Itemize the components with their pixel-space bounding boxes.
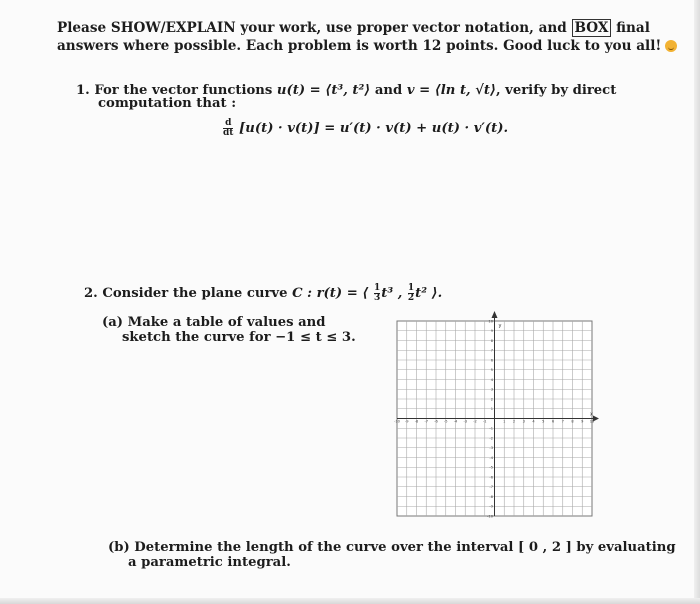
fraction-one-half	[408, 284, 414, 303]
y-tick-label: 3	[490, 387, 493, 392]
x-tick-label: -5	[443, 419, 448, 424]
y-tick-label: -6	[489, 475, 493, 480]
x-tick-label: -6	[434, 419, 438, 424]
equation-text: [u(t) · v(t)] = u′(t) · v(t) + u(t) · v′(t).	[239, 121, 509, 136]
problem-2-statement	[84, 284, 442, 303]
problem-text: , verify by direct	[496, 83, 617, 98]
x-tick-label: 4	[532, 419, 535, 424]
fraction-numerator: 1	[373, 283, 381, 293]
y-tick-label: 4	[490, 377, 493, 382]
page-edge-shadow	[694, 0, 700, 604]
y-tick-label: -2	[489, 436, 493, 441]
x-tick-label: 8	[571, 419, 574, 424]
instructions-text: Please SHOW/EXPLAIN your work, use proper vector notation, and	[57, 20, 567, 36]
x-tick-label: 9	[581, 419, 584, 424]
fraction-denominator: 2	[407, 293, 415, 303]
fraction-numerator: d	[223, 119, 233, 129]
y-tick-label: 9	[490, 329, 493, 334]
y-tick-label: 1	[490, 407, 493, 412]
x-tick-label: 3	[522, 419, 525, 424]
smiley-icon	[665, 40, 677, 52]
x-tick-label: -2	[473, 419, 477, 424]
instructions-line-2	[57, 38, 677, 54]
part-a-line-2	[122, 330, 356, 346]
y-tick-label: -4	[489, 455, 493, 460]
problem-number: 1.	[76, 83, 90, 98]
y-tick-label: -7	[489, 485, 493, 490]
x-tick-label: -4	[453, 419, 458, 424]
x-tick-label: -9	[404, 419, 409, 424]
x-tick-label: 1	[503, 419, 506, 424]
x-tick-label: 2	[512, 419, 516, 424]
problem-text: Consider the plane curve	[102, 286, 288, 301]
y-axis-arrow	[492, 311, 498, 318]
y-tick-label: 7	[490, 348, 493, 353]
y-tick-label: -8	[489, 494, 493, 499]
problem-text: For the vector functions	[94, 83, 273, 98]
derivative-fraction	[223, 119, 233, 138]
y-tick-label: 5	[490, 368, 493, 373]
x-tick-label: 7	[561, 419, 564, 424]
coordinate-grid[interactable]	[392, 308, 602, 518]
problem-text: computation that :	[98, 96, 237, 111]
u-definition: u(t) = ⟨t³, t²⟩	[276, 83, 371, 98]
part-b-line-1	[108, 540, 676, 556]
fraction-one-third	[374, 284, 380, 303]
y-axis-label: y	[498, 323, 502, 329]
problem-text: (b) Determine the length of the curve over the interval [ 0 , 2 ] by evaluating	[108, 540, 676, 555]
y-tick-label: -3	[489, 446, 493, 451]
x-tick-label: -7	[424, 419, 429, 424]
problem-1-equation	[222, 119, 508, 138]
box-word: BOX	[572, 19, 612, 37]
x-tick-label: -10	[394, 419, 400, 424]
y-tick-label: -9	[489, 504, 493, 509]
x-tick-label: -3	[463, 419, 468, 424]
x-tick-label: 5	[542, 419, 545, 424]
problem-1-line-2	[98, 96, 236, 112]
problem-text: a parametric integral.	[128, 555, 291, 570]
y-tick-label: 10	[488, 319, 493, 324]
curve-term: t² ⟩.	[415, 286, 443, 301]
y-tick-label: -5	[489, 465, 493, 470]
x-tick-label: -1	[482, 419, 487, 424]
x-tick-label: 10	[589, 419, 595, 424]
problem-text: sketch the curve for −1 ≤ t ≤ 3.	[122, 330, 356, 345]
x-tick-label: 6	[551, 419, 555, 424]
problem-number: 2.	[84, 286, 98, 301]
fraction-denominator: dt	[223, 128, 234, 138]
problem-text: and	[374, 83, 403, 98]
fraction-numerator: 1	[407, 283, 415, 293]
curve-definition: C : r(t) = ⟨	[292, 286, 369, 301]
instructions-text: final	[616, 20, 650, 36]
y-tick-label: 2	[490, 397, 493, 402]
instructions-text: answers where possible. Each problem is worth 12 points. Good luck to you all!	[57, 38, 662, 54]
x-tick-label: -8	[414, 419, 419, 424]
page-edge-shadow	[0, 598, 700, 604]
curve-term: t³ ,	[381, 286, 403, 301]
y-tick-label: 8	[490, 338, 493, 343]
x-axis-label: x	[590, 411, 593, 418]
problem-text: (a) Make a table of values and	[102, 315, 326, 330]
part-a-line-1	[102, 315, 326, 331]
instructions-line-1	[57, 20, 650, 36]
part-b-line-2	[128, 555, 291, 571]
fraction-denominator: 3	[373, 293, 381, 303]
v-definition: v = ⟨ln t, √t⟩	[406, 83, 496, 98]
y-tick-label: 6	[490, 358, 493, 363]
y-tick-label: -10	[487, 514, 493, 518]
y-tick-label: -1	[489, 426, 493, 431]
